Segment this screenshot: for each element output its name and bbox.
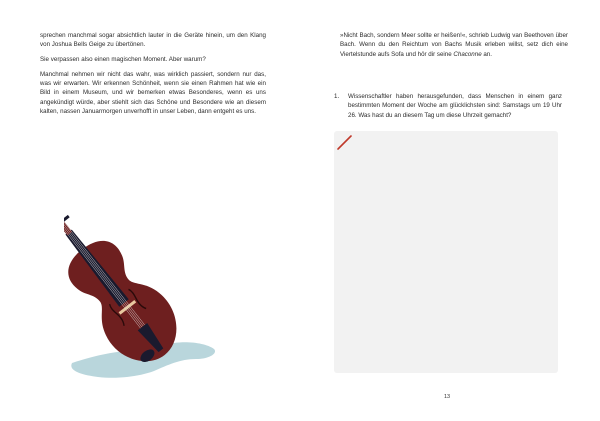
paragraph: Manchmal nehmen wir nicht das wahr, was wirklich passiert, sondern nur das, was wir erwarten. Wir erkennen Schönheit, wenn sie einen Rahmen hat wie ein Bild in einem Museum, und wir bemerken etwas Besonderes, wenn es uns angekündigt würde, aber stiehlt sich das Schöne und Besondere wie an diesem kalten, nassen Januarmorgen unverhofft in unser Leben, dann entgeht es uns.	[40, 70, 266, 116]
quote-tail: an.	[481, 50, 492, 58]
page-number: 13	[443, 394, 451, 400]
question-text: Wissenschaftler haben herausgefunden, dass Menschen in einem ganz bestimmten Moment der Woche am glücklichsten sind: Samstags um 19 Uhr 26. Was hast du an diesem Tag um diese Uhrzeit gemacht?	[348, 93, 562, 119]
quote-text: »Nicht Bach, sondern Meer sollte er heißen!«, schrieb Ludwig van Beethoven über Bach. Wenn du den Reichtum von Bachs Musik erleben willst, setz dich eine Viertelstunde aufs Sofa und hör dir seine	[340, 32, 568, 58]
paragraph: sprechen manchmal sogar absichtlich lauter in die Geräte hinein, um den Klang von Joshua Bells Geige zu übertönen.	[40, 32, 266, 49]
left-body-text	[40, 31, 266, 122]
quote-work-title: Chaconne	[453, 50, 482, 58]
bach-quote	[340, 31, 568, 59]
violin-illustration	[64, 183, 224, 383]
right-page	[300, 0, 600, 421]
question-number: 1.	[334, 93, 340, 100]
violin-icon	[64, 183, 224, 383]
answer-writing-box[interactable]	[334, 131, 558, 373]
paragraph: Sie verpassen also einen magischen Moment. Aber warum?	[40, 56, 206, 63]
pen-stroke-icon	[336, 133, 354, 151]
question-1	[334, 92, 562, 120]
